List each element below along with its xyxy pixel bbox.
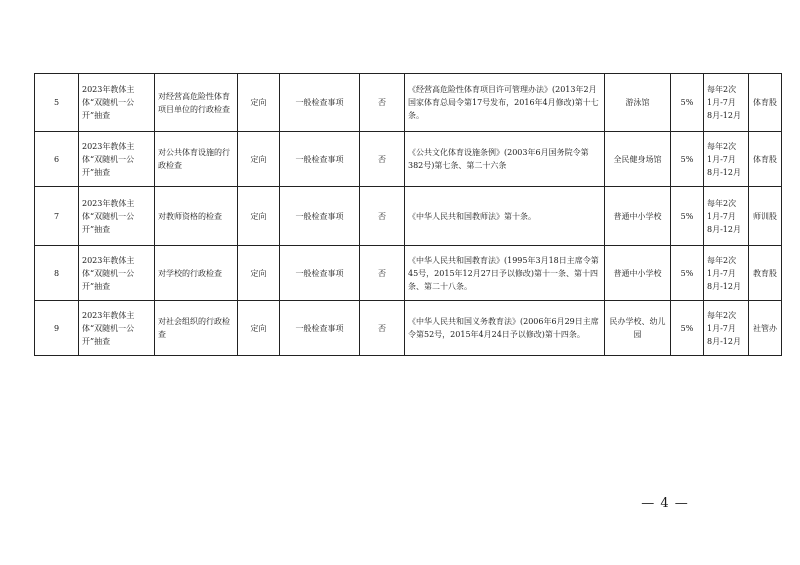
frequency-cell [704, 246, 749, 301]
subject-cell: 2023年教体主体“双随机一公开”抽查 [79, 187, 155, 246]
frequency-line: 每年2次 [707, 141, 737, 151]
frequency-line: 8月-12月 [707, 167, 741, 177]
row-number: 6 [35, 132, 79, 187]
subject-cell: 2023年教体主体“双随机一公开”抽查 [79, 132, 155, 187]
frequency-line: 8月-12月 [707, 111, 741, 120]
object-cell: 民办学校、幼儿园 [605, 301, 671, 356]
joint-cell: 否 [360, 187, 405, 246]
joint-cell: 否 [360, 132, 405, 187]
item-cell: 对社会组织的行政检查 [155, 301, 238, 356]
dept-cell: 体育股 [749, 74, 782, 132]
type-cell: 一般检查事项 [280, 74, 360, 132]
item-cell: 对经营高危险性体育项目单位的行政检查 [155, 74, 238, 132]
table-row [35, 74, 782, 132]
table-row [35, 246, 782, 301]
frequency-line: 1月-7月 [707, 98, 736, 107]
basis-cell: 《经营高危险性体育项目许可管理办法》(2013年2月国家体育总局令第17号发布，2016年4月修改)第十七条。 [405, 74, 605, 132]
frequency-cell [704, 187, 749, 246]
joint-cell: 否 [360, 74, 405, 132]
ratio-cell: 5% [671, 301, 704, 356]
item-cell: 对教师资格的检查 [155, 187, 238, 246]
dept-cell: 教育股 [749, 246, 782, 301]
row-number: 5 [35, 74, 79, 132]
item-cell: 对公共体育设施的行政检查 [155, 132, 238, 187]
row-number: 7 [35, 187, 79, 246]
table-row [35, 187, 782, 246]
type-cell: 一般检查事项 [280, 301, 360, 356]
ratio-cell: 5% [671, 74, 704, 132]
basis-cell: 《中华人民共和国教师法》第十条。 [405, 187, 605, 246]
frequency-line: 1月-7月 [707, 268, 736, 278]
dept-cell: 师训股 [749, 187, 782, 246]
frequency-line: 1月-7月 [707, 154, 736, 164]
frequency-line: 每年2次 [707, 85, 737, 94]
ratio-cell: 5% [671, 246, 704, 301]
object-cell: 普通中小学校 [605, 187, 671, 246]
row-number: 9 [35, 301, 79, 356]
method-cell: 定向 [238, 301, 280, 356]
type-cell: 一般检查事项 [280, 187, 360, 246]
inspection-table [34, 73, 782, 356]
frequency-line: 8月-12月 [707, 281, 741, 291]
page-number: — 4 — [641, 496, 689, 511]
dept-cell: 体育股 [749, 132, 782, 187]
basis-cell: 《中华人民共和国义务教育法》(2006年6月29日主席令第52号，2015年4月24日予以修改)第十四条。 [405, 301, 605, 356]
frequency-cell [704, 74, 749, 132]
frequency-line: 每年2次 [707, 198, 737, 208]
frequency-line: 每年2次 [707, 310, 737, 320]
basis-cell: 《中华人民共和国教育法》(1995年3月18日主席令第45号，2015年12月27日予以修改)第十一条、第十四条、第二十八条。 [405, 246, 605, 301]
object-cell: 游泳馆 [605, 74, 671, 132]
frequency-line: 1月-7月 [707, 323, 736, 333]
subject-cell: 2023年教体主体“双随机一公开”抽查 [79, 301, 155, 356]
type-cell: 一般检查事项 [280, 246, 360, 301]
row-number: 8 [35, 246, 79, 301]
joint-cell: 否 [360, 301, 405, 356]
type-cell: 一般检查事项 [280, 132, 360, 187]
object-cell: 普通中小学校 [605, 246, 671, 301]
table-row [35, 301, 782, 356]
ratio-cell: 5% [671, 187, 704, 246]
method-cell: 定向 [238, 74, 280, 132]
item-cell: 对学校的行政检查 [155, 246, 238, 301]
frequency-line: 1月-7月 [707, 211, 736, 221]
object-cell: 全民健身场馆 [605, 132, 671, 187]
frequency-line: 8月-12月 [707, 224, 741, 234]
basis-cell: 《公共文化体育设施条例》(2003年6月国务院令第382号)第七条、第二十六条 [405, 132, 605, 187]
ratio-cell: 5% [671, 132, 704, 187]
dept-cell: 社管办 [749, 301, 782, 356]
method-cell: 定向 [238, 246, 280, 301]
frequency-cell [704, 301, 749, 356]
subject-cell: 2023年教体主体“双随机一公开”抽查 [79, 246, 155, 301]
frequency-cell [704, 132, 749, 187]
frequency-line: 8月-12月 [707, 336, 741, 346]
frequency-line: 每年2次 [707, 255, 737, 265]
subject-cell: 2023年教体主体“双随机一公开”抽查 [79, 74, 155, 132]
table-row [35, 132, 782, 187]
method-cell: 定向 [238, 132, 280, 187]
joint-cell: 否 [360, 246, 405, 301]
method-cell: 定向 [238, 187, 280, 246]
